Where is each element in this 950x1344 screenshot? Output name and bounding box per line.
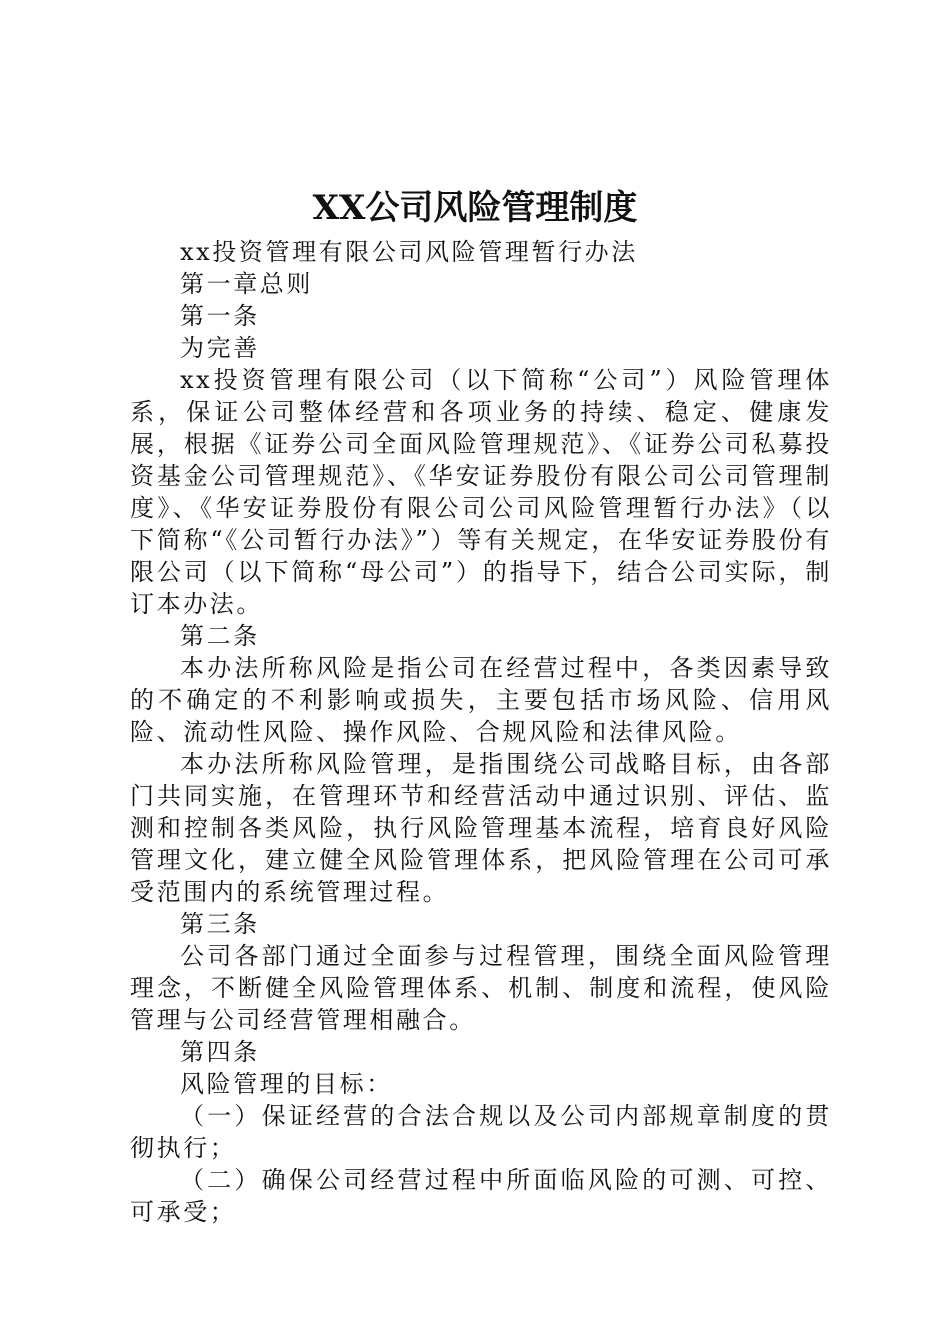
- paragraph-article-1-heading: 第一条: [180, 302, 260, 330]
- paragraph-article-3-heading: 第三条: [180, 910, 260, 938]
- document-body: [130, 236, 832, 1228]
- paragraph-article-4-item-1: （一）保证经营的合法合规以及公司内部规章制度的贯彻执行；: [130, 1102, 832, 1162]
- paragraph-subtitle: xx投资管理有限公司风险管理暂行办法: [180, 238, 638, 266]
- document-title: XX公司风险管理制度: [312, 188, 638, 228]
- paragraph-article-4-lead: 风险管理的目标：: [180, 1070, 393, 1098]
- paragraph-article-1-lead: 为完善: [180, 334, 260, 362]
- paragraph-article-3-body: 公司各部门通过全面参与过程管理，围绕全面风险管理理念，不断健全风险管理体系、机制、制度和流程，使风险管理与公司经营管理相融合。: [130, 942, 832, 1034]
- paragraph-chapter-heading: 第一章总则: [180, 270, 313, 298]
- paragraph-article-1-body: xx投资管理有限公司（以下简称“公司”）风险管理体系，保证公司整体经营和各项业务的持续、稳定、健康发展，根据《证券公司全面风险管理规范》、《证券公司私募投资基金公司管理规范》、《华安证券股份有限公司公司管理制度》、《华安证券股份有限公司公司风险管理暂行办法》（以下简称“《公司暂行办法》”）等有关规定，在华安证券股份有限公司（以下简称“母公司”）的指导下，结合公司实际，制订本办法。: [130, 366, 832, 618]
- paragraph-article-2-body-2: 本办法所称风险管理，是指围绕公司战略目标，由各部门共同实施，在管理环节和经营活动中通过识别、评估、监测和控制各类风险，执行风险管理基本流程，培育良好风险管理文化，建立健全风险管理体系，把风险管理在公司可承受范围内的系统管理过程。: [130, 750, 832, 906]
- paragraph-article-4-item-2: （二）确保公司经营过程中所面临风险的可测、可控、可承受；: [130, 1166, 832, 1226]
- paragraph-article-2-body-1: 本办法所称风险是指公司在经营过程中，各类因素导致的不确定的不利影响或损失，主要包括市场风险、信用风险、流动性风险、操作风险、合规风险和法律风险。: [130, 654, 832, 746]
- paragraph-article-4-heading: 第四条: [180, 1038, 260, 1066]
- paragraph-article-2-heading: 第二条: [180, 622, 260, 650]
